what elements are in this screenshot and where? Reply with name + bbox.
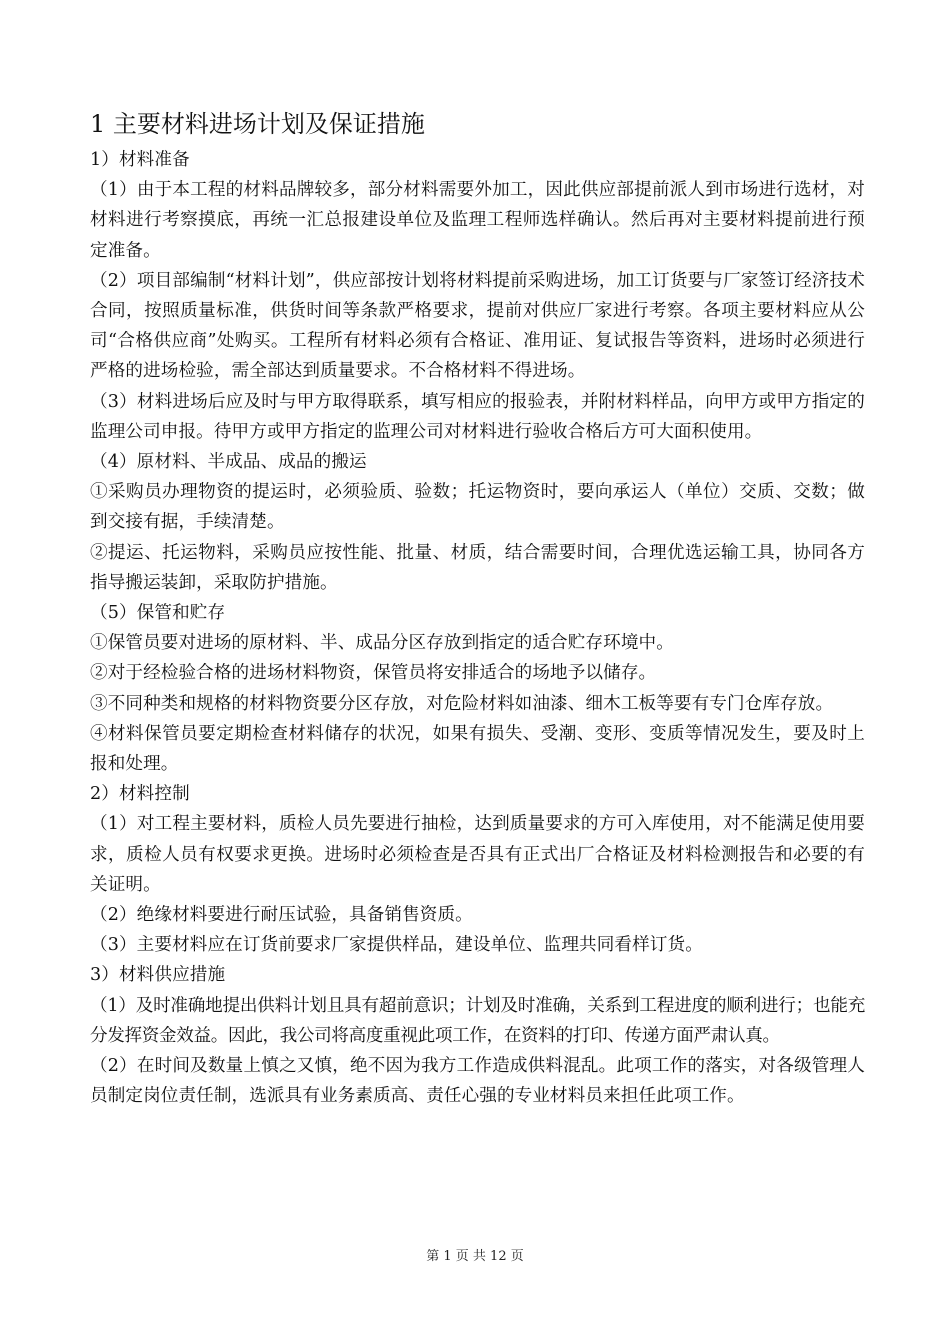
paragraph-storage-4: ④材料保管员要定期检查材料储存的状况，如果有损失、受潮、变形、变质等情况发生，要及时上报和处理。 [90,723,865,775]
subheading-transport: （4）原材料、半成品、成品的搬运 [90,452,367,473]
document-body [90,104,865,1112]
paragraph-storage-1: ①保管员要对进场的原材料、半、成品分区存放到指定的适合贮存环境中。 [90,633,674,654]
paragraph-item-1: （1）由于本工程的材料品牌较多，部分材料需要外加工，因此供应部提前派人到市场进行选材，对材料进行考察摸底，再统一汇总报建设单位及监理工程师选样确认。然后再对主要材料提前进行预定准备。 [90,180,865,261]
paragraph-transport-2: ②提运、托运物料，采购员应按性能、批量、材质，结合需要时间，合理优选运输工具，协同各方指导搬运装卸，采取防护措施。 [90,542,865,593]
section-heading-material-preparation: 1）材料准备 [90,150,190,170]
paragraph-transport-1: ①采购员办理物资的提运时，必须验质、验数；托运物资时，要向承运人（单位）交质、交数；做到交接有据，手续清楚。 [90,482,865,533]
paragraph-control-3: （3）主要材料应在订货前要求厂家提供样品，建设单位、监理共同看样订货。 [90,935,703,956]
paragraph-item-2: （2）项目部编制“材料计划”，供应部按计划将材料提前采购进场，加工订货要与厂家签订经济技术合同，按照质量标准，供货时间等条款严格要求，提前对供应厂家进行考察。各项主要材料应从公司“合格供应商”处购买。工程所有材料必须有合格证、准用证、复试报告等资料，进场时必须进行严格的进场检验，需全部达到质量要求。不合格材料不得进场。 [90,270,865,382]
paragraph-item-3: （3）材料进场后应及时与甲方取得联系，填写相应的报验表，并附材料样品，向甲方或甲方指定的监理公司申报。待甲方或甲方指定的监理公司对材料进行验收合格后方可大面积使用。 [90,391,865,442]
paragraph-control-1: （1）对工程主要材料，质检人员先要进行抽检，达到质量要求的方可入库使用，对不能满足使用要求，质检人员有权要求更换。进场时必须检查是否具有正式出厂合格证及材料检测报告和必要的有关证明。 [90,814,865,895]
section-heading-supply-measures: 3）材料供应措施 [90,965,226,986]
paragraph-supply-2: （2）在时间及数量上慎之又慎，绝不因为我方工作造成供料混乱。此项工作的落实，对各级管理人员制定岗位责任制，选派具有业务素质高、责任心强的专业材料员来担任此项工作。 [90,1056,865,1107]
subheading-storage: （5）保管和贮存 [90,603,226,624]
section-heading-material-control: 2）材料控制 [90,784,190,805]
paragraph-storage-3: ③不同种类和规格的材料物资要分区存放，对危险材料如油漆、细木工板等要有专门仓库存放。 [90,693,834,714]
paragraph-control-2: （2）绝缘材料要进行耐压试验，具备销售资质。 [90,905,473,926]
page-title: 1 主要材料进场计划及保证措施 [90,110,425,138]
paragraph-storage-2: ②对于经检验合格的进场材料物资，保管员将安排适合的场地予以储存。 [90,663,657,684]
page-footer: 第 1 页 共 12 页 [426,1249,524,1264]
paragraph-supply-1: （1）及时准确地提出供料计划且具有超前意识；计划及时准确，关系到工程进度的顺利进行；也能充分发挥资金效益。因此，我公司将高度重视此项工作，在资料的打印、传递方面严肃认真。 [90,995,865,1046]
